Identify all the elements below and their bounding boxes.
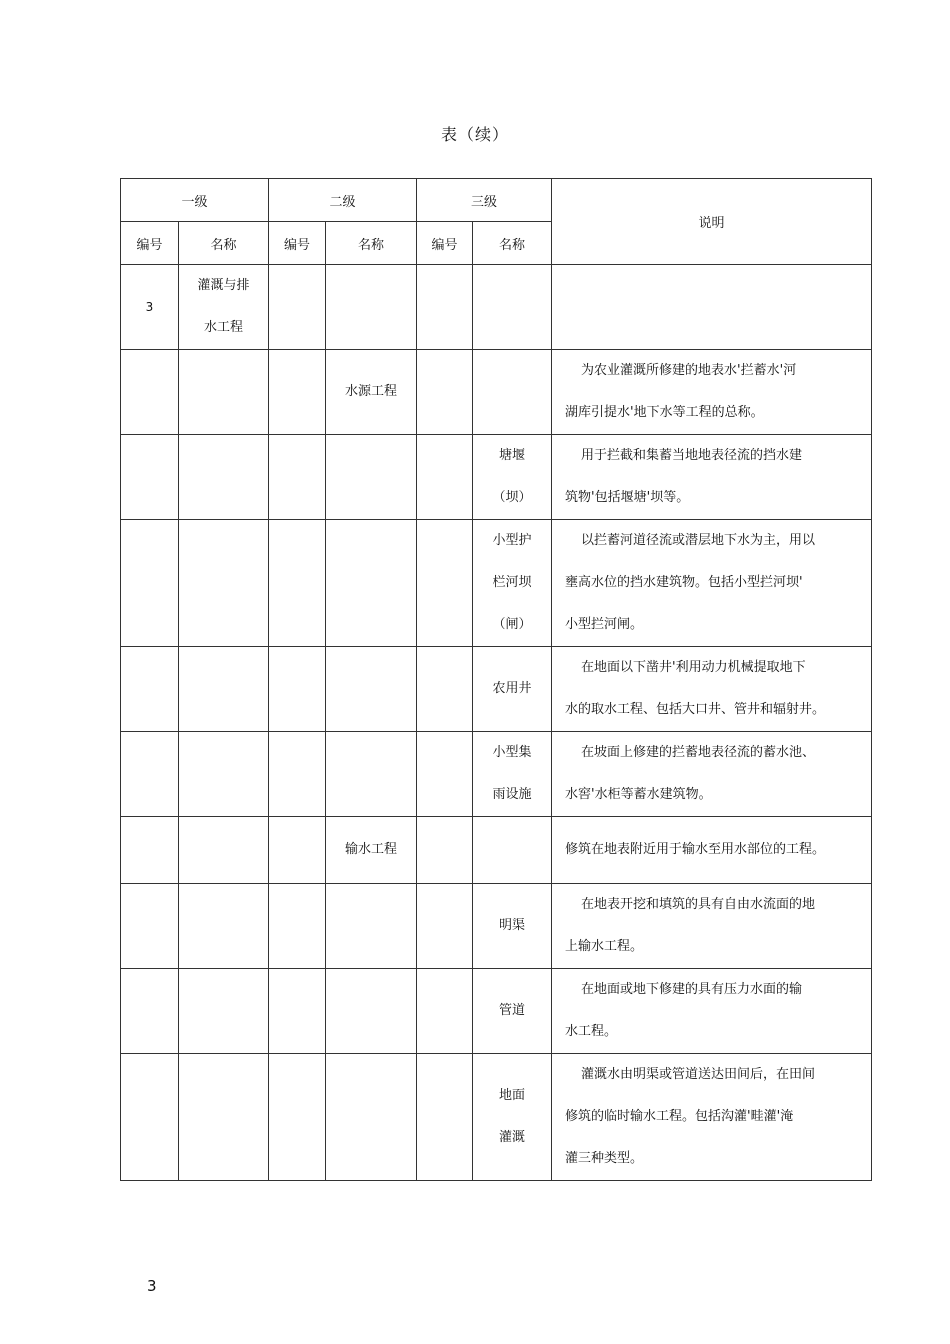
level2-code-cell: [269, 520, 326, 647]
description-cell-line: 水工程。: [565, 1024, 618, 1039]
table-row: [121, 647, 872, 732]
level2-name-cell: [326, 435, 417, 520]
description-cell-line: 小型拦河闸。: [565, 617, 644, 632]
table-row: [121, 435, 872, 520]
description-cell-line: 用于拦截和集蓄当地地表径流的挡水建: [581, 448, 803, 463]
header-l2-code: 编号: [269, 222, 326, 265]
description-cell: [552, 732, 872, 817]
table-title: 表（续）: [440, 125, 509, 144]
level3-name-cell-line: 农用井: [492, 681, 532, 696]
level3-name-cell: [473, 435, 552, 520]
description-cell: [552, 265, 872, 350]
header-l2-name: 名称: [326, 222, 417, 265]
level3-code-cell: [417, 435, 473, 520]
level2-code-cell: [269, 1054, 326, 1181]
level3-code-cell: [417, 647, 473, 732]
level3-name-cell: [473, 1054, 552, 1181]
description-cell-line: 修筑在地表附近用于输水至用水部位的工程。: [565, 842, 826, 857]
level2-name-cell-line: 输水工程: [345, 842, 398, 857]
level2-code-cell: [269, 969, 326, 1054]
description-cell: [552, 1054, 872, 1181]
description-cell-line: 灌溉水由明渠或管道送达田间后，在田间: [581, 1067, 816, 1082]
level1-name-cell: [179, 817, 269, 884]
level2-name-cell: [326, 265, 417, 350]
level1-code-cell: [121, 1054, 179, 1181]
description-cell-line: 水窖'水柜等蓄水建筑物。: [565, 787, 712, 802]
description-cell: [552, 817, 872, 884]
level3-name-cell-line: （坝）: [492, 490, 532, 505]
description-cell-line: 在坡面上修建的拦蓄地表径流的蓄水池、: [581, 745, 816, 760]
level3-name-cell-line: 小型集: [492, 745, 532, 760]
table-body: [121, 265, 872, 1181]
level3-name-cell: [473, 350, 552, 435]
header-level3: 三级: [417, 179, 552, 222]
level3-name-cell: [473, 647, 552, 732]
page-number: 3: [147, 1277, 157, 1295]
level1-code-cell: 3: [121, 265, 179, 350]
level1-code-cell: [121, 969, 179, 1054]
classification-table: [120, 178, 872, 1181]
level3-name-cell: [473, 265, 552, 350]
description-cell: [552, 969, 872, 1054]
level1-code-cell: [121, 817, 179, 884]
level3-name-cell-line: 管道: [499, 1003, 526, 1018]
level2-name-cell-line: 水源工程: [345, 384, 398, 399]
level3-name-cell: [473, 520, 552, 647]
level2-code-cell: [269, 647, 326, 732]
header-level2: 二级: [269, 179, 417, 222]
level3-name-cell-line: （闸）: [492, 617, 532, 632]
level2-code-cell: [269, 265, 326, 350]
level1-name-cell-line: 水工程: [204, 320, 244, 335]
description-cell: [552, 435, 872, 520]
description-cell-line: 为农业灌溉所修建的地表水'拦蓄水'河: [581, 363, 797, 378]
level1-code-cell: [121, 732, 179, 817]
header-l3-code: 编号: [417, 222, 473, 265]
level3-code-cell: [417, 817, 473, 884]
level3-code-cell: [417, 350, 473, 435]
description-cell-line: 筑物'包括堰塘'坝等。: [565, 490, 690, 505]
table-row: [121, 350, 872, 435]
description-cell-line: 在地表开挖和填筑的具有自由水流面的地: [581, 897, 816, 912]
table-row: [121, 817, 872, 884]
level2-name-cell: [326, 350, 417, 435]
description-cell: [552, 884, 872, 969]
description-cell-line: 在地面或地下修建的具有压力水面的输: [581, 982, 803, 997]
level3-code-cell: [417, 732, 473, 817]
header-description: 说明: [552, 179, 872, 265]
table-row: [121, 884, 872, 969]
level2-code-cell: [269, 732, 326, 817]
level3-name-cell-line: 塘堰: [499, 448, 526, 463]
description-cell-line: 水的取水工程、包括大口井、管井和辐射井。: [565, 702, 826, 717]
description-cell: [552, 350, 872, 435]
table-row: [121, 969, 872, 1054]
level3-name-cell-line: 栏河坝: [492, 575, 532, 590]
level1-code-cell: [121, 647, 179, 732]
description-cell-line: 壅高水位的挡水建筑物。包括小型拦河坝': [565, 575, 803, 590]
level3-code-cell: [417, 1054, 473, 1181]
level3-name-cell-line: 地面: [499, 1088, 526, 1103]
level2-name-cell: [326, 969, 417, 1054]
level3-code-cell: [417, 520, 473, 647]
level2-name-cell: [326, 732, 417, 817]
table-row: [121, 732, 872, 817]
description-cell: [552, 520, 872, 647]
level1-code-cell: [121, 435, 179, 520]
level1-name-cell: [179, 732, 269, 817]
level2-name-cell: [326, 884, 417, 969]
level2-code-cell: [269, 435, 326, 520]
level2-name-cell: [326, 1054, 417, 1181]
level3-name-cell-line: 小型护: [492, 533, 532, 548]
level3-name-cell-line: 雨设施: [492, 787, 532, 802]
level1-code-cell: [121, 350, 179, 435]
description-cell-line: 修筑的临时输水工程。包括沟灌'畦灌'淹: [565, 1109, 794, 1124]
level1-name-cell: [179, 1054, 269, 1181]
header-l1-code: 编号: [121, 222, 179, 265]
table-row: [121, 1054, 872, 1181]
description-cell: [552, 647, 872, 732]
level1-name-cell: [179, 969, 269, 1054]
level3-name-cell: [473, 817, 552, 884]
description-cell-line: 灌三种类型。: [565, 1151, 644, 1166]
level2-code-cell: [269, 817, 326, 884]
level3-code-cell: [417, 265, 473, 350]
level1-name-cell-line: 灌溉与排: [197, 278, 250, 293]
level3-code-cell: [417, 884, 473, 969]
level2-name-cell: [326, 520, 417, 647]
description-cell-line: 上输水工程。: [565, 939, 644, 954]
header-l1-name: 名称: [179, 222, 269, 265]
header-level1: 一级: [121, 179, 269, 222]
table-row: [121, 520, 872, 647]
level3-name-cell-line: 灌溉: [499, 1130, 526, 1145]
table-row: [121, 265, 872, 350]
description-cell-line: 以拦蓄河道径流或潜层地下水为主，用以: [581, 533, 816, 548]
level1-name-cell: [179, 647, 269, 732]
level2-code-cell: [269, 884, 326, 969]
description-cell-line: 在地面以下凿井'利用动力机械提取地下: [581, 660, 806, 675]
level3-name-cell: [473, 732, 552, 817]
level3-name-cell: [473, 884, 552, 969]
level1-name-cell: [179, 435, 269, 520]
level3-name-cell: [473, 969, 552, 1054]
header-l3-name: 名称: [473, 222, 552, 265]
level3-code-cell: [417, 969, 473, 1054]
level1-name-cell: [179, 265, 269, 350]
description-cell-line: 湖库引提水'地下水等工程的总称。: [565, 405, 764, 420]
level1-name-cell: [179, 520, 269, 647]
level1-code-cell: [121, 520, 179, 647]
level2-name-cell: [326, 647, 417, 732]
level3-name-cell-line: 明渠: [499, 918, 526, 933]
level2-name-cell: [326, 817, 417, 884]
level1-name-cell: [179, 350, 269, 435]
level2-code-cell: [269, 350, 326, 435]
level1-name-cell: [179, 884, 269, 969]
level1-code-cell: [121, 884, 179, 969]
